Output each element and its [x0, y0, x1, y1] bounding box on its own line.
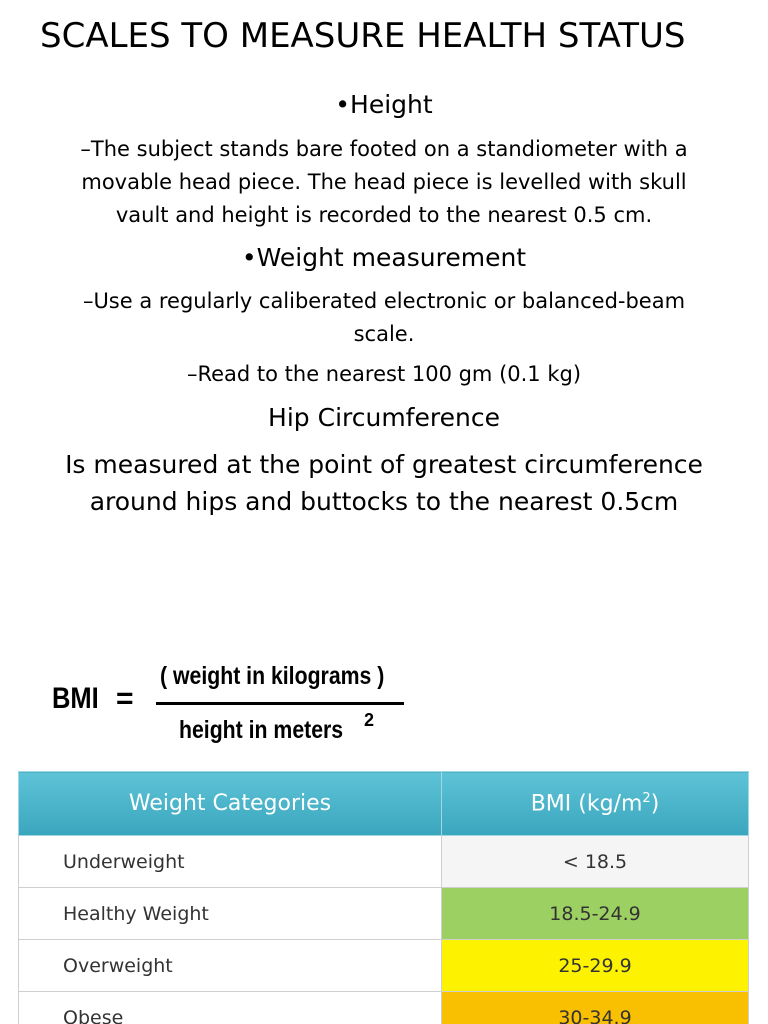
- header-bmi-text: BMI (kg/m: [530, 791, 643, 817]
- row-bmi-value: < 18.5: [442, 836, 749, 888]
- row-bmi-value: 18.5-24.9: [442, 888, 749, 940]
- bmi-formula: [52, 660, 432, 760]
- header-bmi: [442, 772, 749, 836]
- weight-text-line-3: –Read to the nearest 100 gm (0.1 kg): [186, 362, 582, 386]
- row-category: Overweight: [19, 940, 442, 992]
- row-bmi-value: 30-34.9: [442, 992, 749, 1024]
- row-category: Healthy Weight: [19, 888, 442, 940]
- row-category: Underweight: [19, 836, 442, 888]
- formula-equals: =: [116, 682, 134, 715]
- row-category: Obese: [19, 992, 442, 1024]
- hip-text-line-2: around hips and buttocks to the nearest 0.5cm: [89, 487, 679, 516]
- header-bmi-sup: 2: [642, 790, 651, 806]
- formula-exponent: 2: [364, 710, 375, 730]
- height-text-line-1: –The subject stands bare footed on a standiometer with a: [80, 137, 688, 161]
- formula-lhs: BMI: [52, 682, 99, 715]
- hip-text-line-1: Is measured at the point of greatest circumference: [65, 450, 703, 479]
- table-row: [19, 888, 749, 940]
- table-row: [19, 992, 749, 1024]
- formula-numerator: ( weight in kilograms ): [160, 662, 385, 690]
- table-row: [19, 836, 749, 888]
- height-heading: •Height: [335, 90, 433, 119]
- header-bmi-close: ): [650, 791, 660, 817]
- formula-denominator: height in meters: [179, 716, 344, 744]
- height-text-line-2: movable head piece. The head piece is levelled with skull: [81, 170, 687, 194]
- hip-heading: Hip Circumference: [268, 403, 500, 432]
- row-bmi-value: 25-29.9: [442, 940, 749, 992]
- fraction-bar: [156, 702, 404, 705]
- header-weight-categories: Weight Categories: [19, 772, 442, 836]
- table-row: [19, 940, 749, 992]
- weight-heading: •Weight measurement: [241, 243, 527, 272]
- bmi-table: [18, 771, 749, 1024]
- height-text-line-3: vault and height is recorded to the nearest 0.5 cm.: [115, 203, 653, 227]
- table-header-row: [19, 772, 749, 836]
- page-title: SCALES TO MEASURE HEALTH STATUS: [40, 16, 686, 56]
- weight-text-line-2: scale.: [353, 322, 415, 346]
- weight-text-line-1: –Use a regularly caliberated electronic or balanced-beam: [82, 289, 686, 313]
